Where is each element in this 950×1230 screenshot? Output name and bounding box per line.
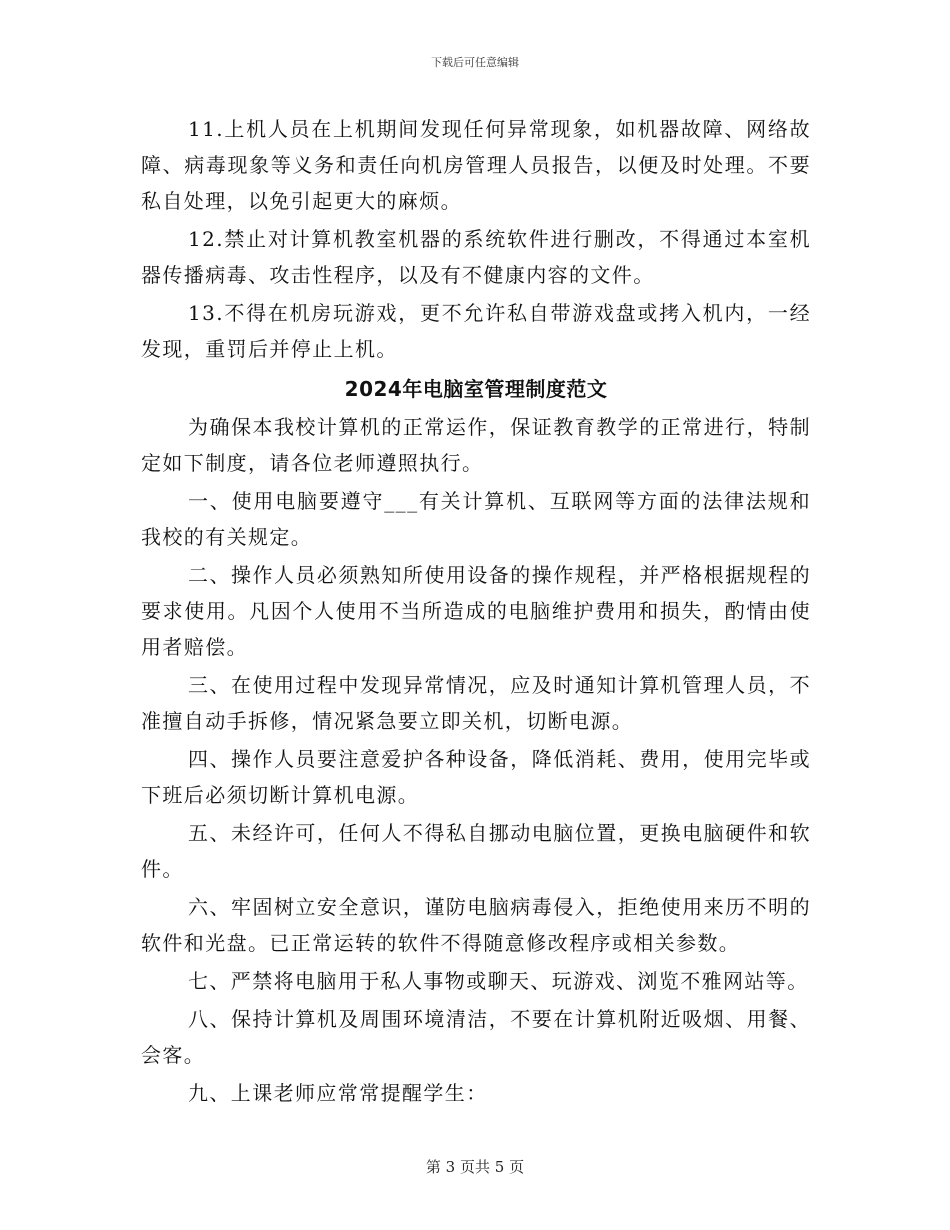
paragraph-rule-12: 12.禁止对计算机教室机器的系统软件进行删改，不得通过本室机器传播病毒、攻击性程序，以及有不健康内容的文件。	[141, 227, 811, 287]
paragraph-item-7: 七、严禁将电脑用于私人事物或聊天、玩游戏、浏览不雅网站等。	[188, 969, 809, 993]
document-body	[141, 111, 811, 1113]
section-title: 2024年电脑室管理制度范文	[344, 377, 608, 401]
paragraph-item-3: 三、在使用过程中发现异常情况，应及时通知计算机管理人员，不准擅自动手拆修，情况紧急要立即关机，切断电源。	[141, 673, 811, 733]
page-footer: 第 3 页共 5 页	[425, 1158, 525, 1176]
paragraph-item-4: 四、操作人员要注意爱护各种设备，降低消耗、费用，使用完毕或下班后必须切断计算机电源。	[141, 747, 811, 807]
paragraph-item-5: 五、未经许可，任何人不得私自挪动电脑位置，更换电脑硬件和软件。	[141, 821, 811, 881]
paragraph-item-6: 六、牢固树立安全意识，谨防电脑病毒侵入，拒绝使用来历不明的软件和光盘。已正常运转的软件不得随意修改程序或相关参数。	[141, 895, 811, 955]
paragraph-item-2: 二、操作人员必须熟知所使用设备的操作规程，并严格根据规程的要求使用。凡因个人使用不当所造成的电脑维护费用和损失，酌情由使用者赔偿。	[141, 563, 811, 659]
paragraph-item-9: 九、上课老师应常常提醒学生：	[188, 1081, 488, 1105]
paragraph-item-8: 八、保持计算机及周围环境清洁，不要在计算机附近吸烟、用餐、会客。	[141, 1007, 811, 1067]
paragraph-item-1: 一、使用电脑要遵守___有关计算机、互联网等方面的法律法规和我校的有关规定。	[141, 489, 811, 549]
paragraph-rule-11: 11.上机人员在上机期间发现任何异常现象，如机器故障、网络故障、病毒现象等义务和责任向机房管理人员报告，以便及时处理。不要私自处理，以免引起更大的麻烦。	[141, 117, 811, 213]
page-header: 下载后可任意编辑	[431, 56, 519, 69]
paragraph-rule-13: 13.不得在机房玩游戏，更不允许私自带游戏盘或拷入机内，一经发现，重罚后并停止上机。	[141, 301, 811, 361]
paragraph-intro: 为确保本我校计算机的正常运作，保证教育教学的正常进行，特制定如下制度，请各位老师遵照执行。	[141, 415, 811, 475]
